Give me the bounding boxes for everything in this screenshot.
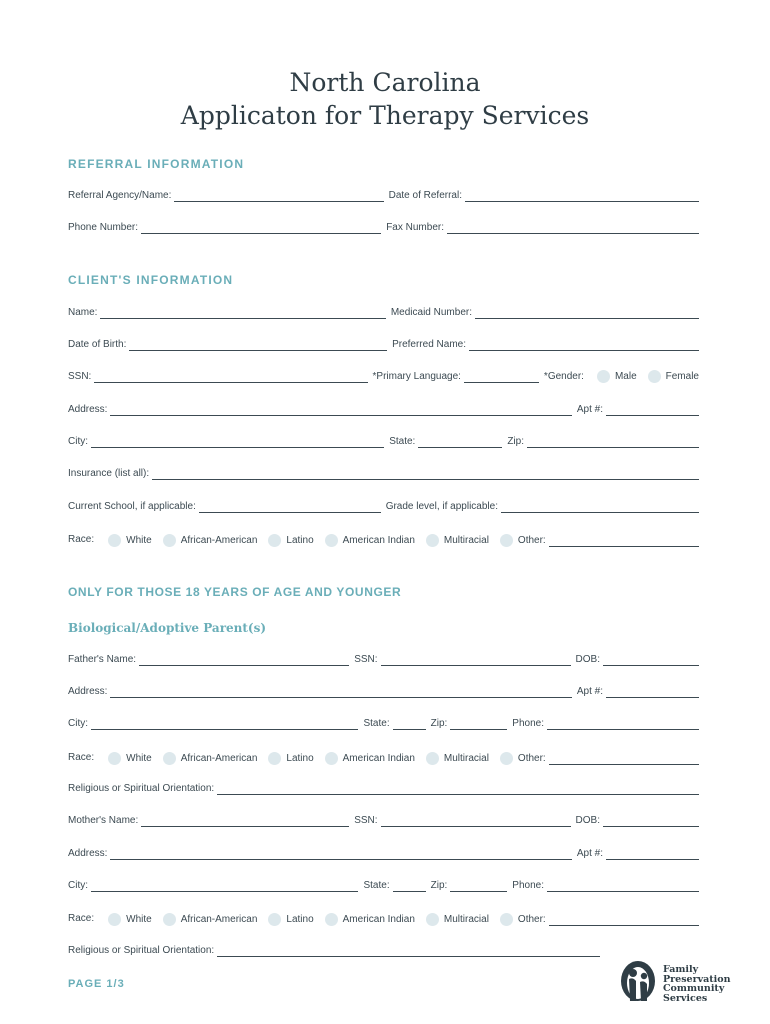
school-field[interactable] bbox=[199, 501, 381, 513]
father-race-latino[interactable] bbox=[268, 752, 313, 765]
race-white-radio[interactable] bbox=[108, 534, 121, 547]
father-race-white-text: White bbox=[126, 752, 152, 764]
logo-line-3: Community bbox=[663, 983, 725, 994]
mother-dob-field[interactable] bbox=[603, 815, 699, 827]
referral-row-1 bbox=[68, 188, 699, 202]
client-address-label: Address: bbox=[68, 404, 108, 415]
father-race-american-indian-radio[interactable] bbox=[325, 752, 338, 765]
client-race-multiracial[interactable] bbox=[426, 534, 489, 547]
client-row-race bbox=[68, 533, 699, 547]
insurance-label: Insurance (list all): bbox=[68, 468, 150, 479]
mother-race-american-indian-radio[interactable] bbox=[325, 913, 338, 926]
title-line-1: North Carolina bbox=[289, 68, 481, 97]
race-american-indian-text: American Indian bbox=[342, 534, 415, 546]
mother-phone-label: Phone: bbox=[512, 880, 544, 891]
father-race-white[interactable] bbox=[108, 752, 152, 765]
client-dob-label: Date of Birth: bbox=[68, 339, 127, 350]
mother-race-multiracial-radio[interactable] bbox=[426, 913, 439, 926]
organization-logo bbox=[618, 957, 730, 1003]
mother-row-address bbox=[68, 846, 699, 860]
gender-male-radio[interactable] bbox=[597, 370, 610, 383]
referral-phone-label: Phone Number: bbox=[68, 222, 139, 233]
client-ssn-label: SSN: bbox=[68, 371, 92, 382]
mother-city-field[interactable] bbox=[91, 880, 358, 892]
client-heading: CLIENT'S INFORMATION bbox=[68, 273, 234, 287]
father-race-other-radio[interactable] bbox=[500, 752, 513, 765]
race-latino-text: Latino bbox=[286, 534, 314, 546]
mother-race-white-text: White bbox=[126, 913, 152, 925]
logo-line-4: Services bbox=[663, 992, 708, 1004]
father-race-label: Race: bbox=[68, 752, 95, 763]
father-row-race bbox=[68, 751, 699, 765]
mother-race-american-indian[interactable] bbox=[325, 913, 415, 926]
father-address-field[interactable] bbox=[110, 686, 571, 698]
father-race-other[interactable] bbox=[500, 752, 546, 765]
father-row-city bbox=[68, 716, 699, 730]
father-race-american-indian-text: American Indian bbox=[342, 752, 415, 764]
client-city-label: City: bbox=[68, 436, 88, 447]
mother-race-latino[interactable] bbox=[268, 913, 313, 926]
father-state-field[interactable] bbox=[393, 718, 426, 730]
father-apt-field[interactable] bbox=[606, 686, 699, 698]
race-american-indian-radio[interactable] bbox=[325, 534, 338, 547]
client-row-school bbox=[68, 499, 699, 513]
mother-race-latino-radio[interactable] bbox=[268, 913, 281, 926]
mother-race-other-radio[interactable] bbox=[500, 913, 513, 926]
gender-male-text: Male bbox=[614, 371, 637, 382]
race-other-radio[interactable] bbox=[500, 534, 513, 547]
gender-female-radio[interactable] bbox=[648, 370, 661, 383]
race-other-text: Other: bbox=[517, 534, 546, 546]
client-row-city bbox=[68, 434, 699, 448]
father-row-religion bbox=[68, 781, 699, 795]
mother-apt-field[interactable] bbox=[606, 848, 699, 860]
client-dob-field[interactable] bbox=[129, 339, 387, 351]
mother-apt-label: Apt #: bbox=[576, 848, 603, 859]
mother-religion-field[interactable] bbox=[217, 945, 600, 957]
referral-fax-label: Fax Number: bbox=[386, 222, 444, 233]
family-logo-icon bbox=[618, 957, 662, 1003]
mother-row-name bbox=[68, 813, 699, 827]
referral-date-field[interactable] bbox=[465, 190, 699, 202]
father-state-label: State: bbox=[363, 718, 390, 729]
father-zip-field[interactable] bbox=[450, 718, 507, 730]
father-race-latino-text: Latino bbox=[286, 752, 314, 764]
grade-field[interactable] bbox=[501, 501, 699, 513]
client-race-latino[interactable] bbox=[268, 534, 313, 547]
father-race-multiracial[interactable] bbox=[426, 752, 489, 765]
race-multiracial-radio[interactable] bbox=[426, 534, 439, 547]
client-row-name bbox=[68, 305, 699, 319]
client-zip-field[interactable] bbox=[527, 436, 699, 448]
father-religion-field[interactable] bbox=[217, 783, 699, 795]
client-row-ssn bbox=[68, 369, 699, 383]
father-race-other-field[interactable] bbox=[549, 753, 699, 765]
preferred-name-field[interactable] bbox=[469, 339, 699, 351]
father-race-african-american-radio[interactable] bbox=[163, 752, 176, 765]
mother-race-african-american-radio[interactable] bbox=[163, 913, 176, 926]
mother-name-label: Mother's Name: bbox=[68, 815, 139, 826]
father-phone-field[interactable] bbox=[547, 718, 699, 730]
race-latino-radio[interactable] bbox=[268, 534, 281, 547]
father-ssn-field[interactable] bbox=[381, 654, 571, 666]
gender-label: *Gender: bbox=[543, 371, 584, 382]
mother-religion-label: Religious or Spiritual Orientation: bbox=[68, 945, 215, 956]
mother-race-african-american-text: African-American bbox=[180, 913, 258, 925]
client-row-dob bbox=[68, 337, 699, 351]
primary-language-label: *Primary Language: bbox=[372, 371, 461, 382]
referral-fax-field[interactable] bbox=[447, 222, 699, 234]
primary-language-field[interactable] bbox=[464, 371, 539, 383]
client-ssn-field[interactable] bbox=[94, 371, 367, 383]
logo-line-1: Family bbox=[663, 964, 699, 975]
logo-wordmark bbox=[663, 965, 731, 1003]
mother-zip-label: Zip: bbox=[430, 880, 448, 891]
father-city-label: City: bbox=[68, 718, 88, 729]
mother-race-american-indian-text: American Indian bbox=[342, 913, 415, 925]
mother-address-field[interactable] bbox=[110, 848, 571, 860]
title-line-2: Applicaton for Therapy Services bbox=[180, 101, 590, 130]
minors-heading: ONLY FOR THOSE 18 YEARS OF AGE AND YOUNGER bbox=[68, 585, 402, 599]
client-row-insurance bbox=[68, 466, 699, 480]
race-african-american-radio[interactable] bbox=[163, 534, 176, 547]
mother-ssn-label: SSN: bbox=[354, 815, 378, 826]
referral-heading: REFERRAL INFORMATION bbox=[68, 157, 245, 171]
father-race-other-text: Other: bbox=[517, 752, 546, 764]
father-address-label: Address: bbox=[68, 686, 108, 697]
father-race-african-american[interactable] bbox=[163, 752, 258, 765]
father-dob-label: DOB: bbox=[575, 654, 600, 665]
medicaid-label: Medicaid Number: bbox=[390, 307, 472, 318]
mother-race-other[interactable] bbox=[500, 913, 546, 926]
mother-race-other-text: Other: bbox=[517, 913, 546, 925]
client-race-american-indian[interactable] bbox=[325, 534, 415, 547]
father-row-name bbox=[68, 652, 699, 666]
client-race-other[interactable] bbox=[500, 534, 546, 547]
race-multiracial-text: Multiracial bbox=[443, 534, 489, 546]
father-race-latino-radio[interactable] bbox=[268, 752, 281, 765]
mother-race-latino-text: Latino bbox=[286, 913, 314, 925]
father-race-african-american-text: African-American bbox=[180, 752, 258, 764]
race-african-american-text: African-American bbox=[180, 534, 258, 546]
client-city-field[interactable] bbox=[91, 436, 384, 448]
preferred-name-label: Preferred Name: bbox=[392, 339, 466, 350]
mother-ssn-field[interactable] bbox=[381, 815, 571, 827]
mother-race-african-american[interactable] bbox=[163, 913, 258, 926]
father-city-field[interactable] bbox=[91, 718, 358, 730]
client-state-field[interactable] bbox=[418, 436, 502, 448]
client-apt-field[interactable] bbox=[606, 404, 699, 416]
mother-city-label: City: bbox=[68, 880, 88, 891]
referral-agency-field[interactable] bbox=[174, 190, 383, 202]
father-race-white-radio[interactable] bbox=[108, 752, 121, 765]
referral-date-label: Date of Referral: bbox=[388, 190, 462, 201]
father-race-multiracial-text: Multiracial bbox=[443, 752, 489, 764]
mother-row-city bbox=[68, 878, 699, 892]
mother-row-religion bbox=[68, 943, 600, 957]
mother-row-race bbox=[68, 912, 699, 926]
medicaid-field[interactable] bbox=[475, 307, 699, 319]
father-phone-label: Phone: bbox=[512, 718, 544, 729]
gender-male-option[interactable] bbox=[597, 370, 637, 383]
mother-dob-label: DOB: bbox=[575, 815, 600, 826]
father-name-label: Father's Name: bbox=[68, 654, 137, 665]
mother-race-white-radio[interactable] bbox=[108, 913, 121, 926]
school-label: Current School, if applicable: bbox=[68, 501, 196, 512]
race-white-text: White bbox=[126, 534, 152, 546]
client-row-address bbox=[68, 402, 699, 416]
father-dob-field[interactable] bbox=[603, 654, 699, 666]
client-race-african-american[interactable] bbox=[163, 534, 258, 547]
client-name-field[interactable] bbox=[100, 307, 385, 319]
client-race-white[interactable] bbox=[108, 534, 152, 547]
client-zip-label: Zip: bbox=[507, 436, 524, 447]
client-apt-label: Apt #: bbox=[576, 404, 603, 415]
client-race-other-field[interactable] bbox=[549, 535, 699, 547]
mother-race-label: Race: bbox=[68, 913, 95, 924]
father-apt-label: Apt #: bbox=[576, 686, 603, 697]
mother-zip-field[interactable] bbox=[450, 880, 507, 892]
grade-label: Grade level, if applicable: bbox=[385, 501, 498, 512]
logo-line-2: Preservation bbox=[663, 973, 731, 985]
mother-race-other-field[interactable] bbox=[549, 914, 699, 926]
referral-phone-field[interactable] bbox=[141, 222, 381, 234]
page-number: PAGE 1/3 bbox=[68, 978, 125, 990]
client-race-label: Race: bbox=[68, 534, 95, 545]
mother-address-label: Address: bbox=[68, 848, 108, 859]
father-religion-label: Religious or Spiritual Orientation: bbox=[68, 783, 215, 794]
parents-subheading: Biological/Adoptive Parent(s) bbox=[68, 621, 267, 635]
client-name-label: Name: bbox=[68, 307, 98, 318]
father-race-multiracial-radio[interactable] bbox=[426, 752, 439, 765]
client-state-label: State: bbox=[389, 436, 416, 447]
gender-female-text: Female bbox=[665, 371, 699, 382]
referral-agency-label: Referral Agency/Name: bbox=[68, 190, 172, 201]
father-name-field[interactable] bbox=[139, 654, 349, 666]
mother-state-field[interactable] bbox=[393, 880, 426, 892]
referral-row-2 bbox=[68, 220, 699, 234]
father-zip-label: Zip: bbox=[430, 718, 448, 729]
gender-female-option[interactable] bbox=[648, 370, 699, 383]
father-race-american-indian[interactable] bbox=[325, 752, 415, 765]
insurance-field[interactable] bbox=[152, 468, 699, 480]
client-address-field[interactable] bbox=[110, 404, 571, 416]
father-row-address bbox=[68, 684, 699, 698]
mother-phone-field[interactable] bbox=[547, 880, 699, 892]
mother-state-label: State: bbox=[363, 880, 390, 891]
mother-name-field[interactable] bbox=[141, 815, 349, 827]
mother-race-white[interactable] bbox=[108, 913, 152, 926]
mother-race-multiracial-text: Multiracial bbox=[443, 913, 489, 925]
document-title bbox=[0, 66, 770, 132]
mother-race-multiracial[interactable] bbox=[426, 913, 489, 926]
father-ssn-label: SSN: bbox=[354, 654, 378, 665]
